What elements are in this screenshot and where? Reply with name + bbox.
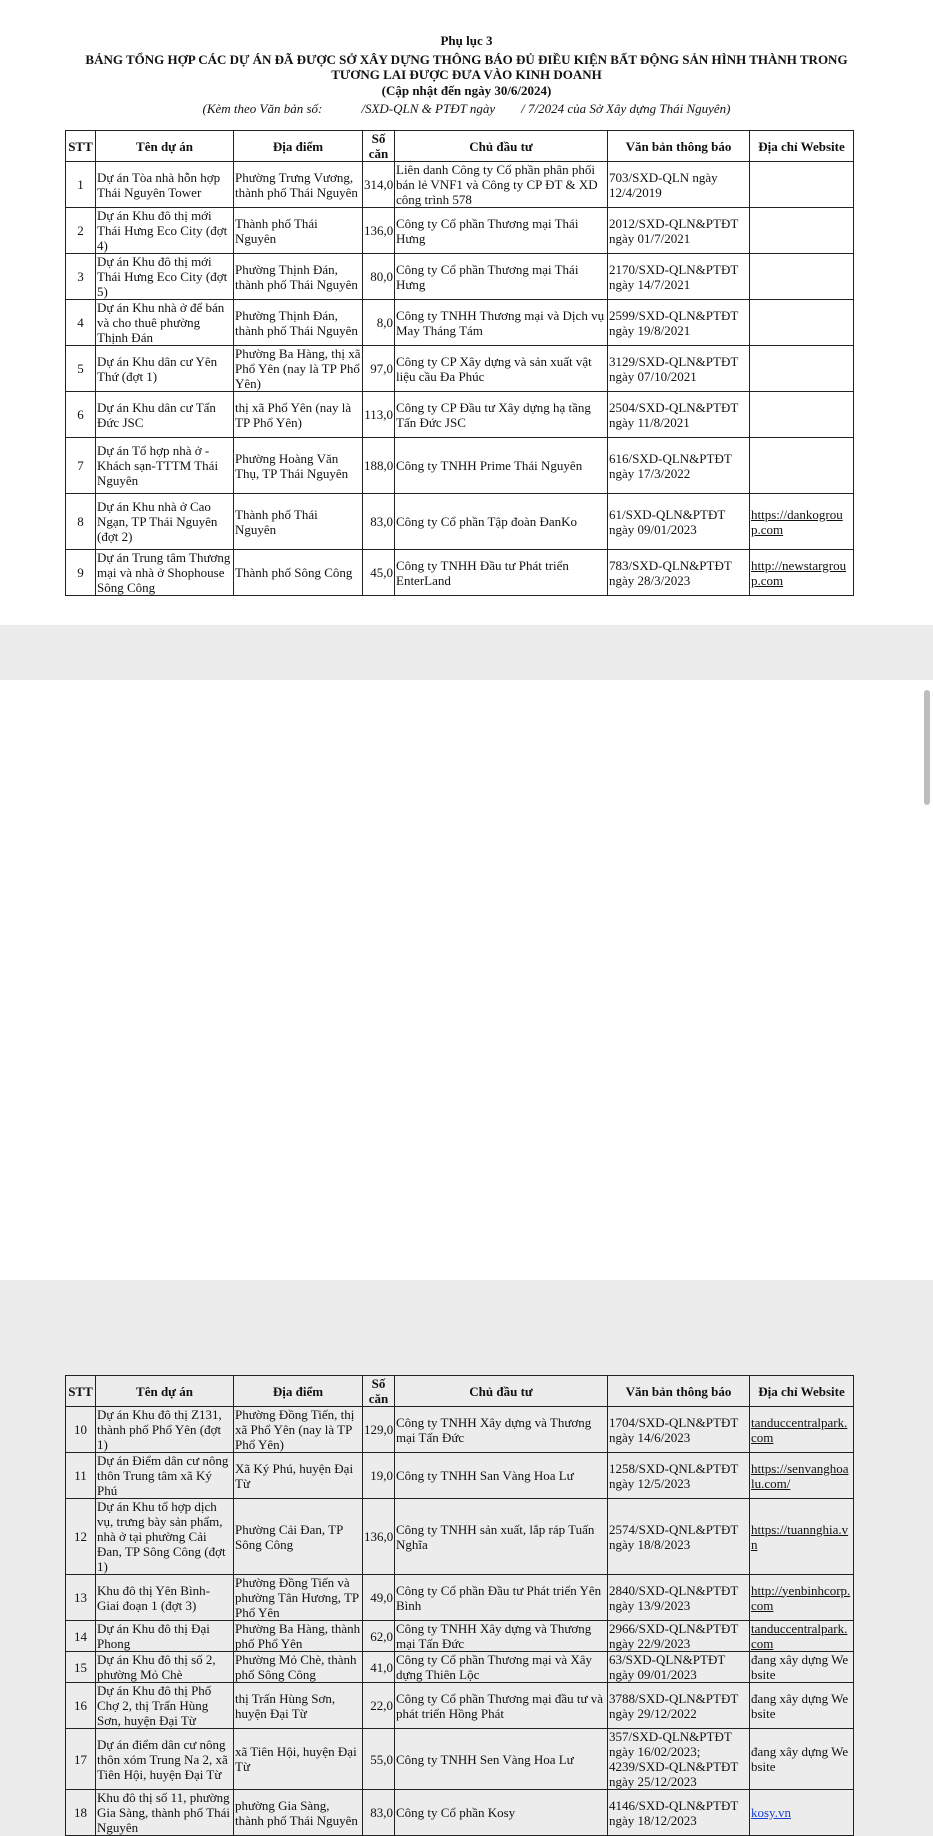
cell-name: Dự án Khu nhà ở để bán và cho thuê phường Thịnh Đán: [96, 300, 234, 346]
table-row: [66, 550, 854, 596]
cell-location: thị xã Phổ Yên (nay là TP Phổ Yên): [234, 392, 363, 438]
cell-stt: 8: [66, 494, 96, 550]
cell-website: [750, 208, 854, 254]
column-header: STT: [66, 131, 96, 162]
column-header: Tên dự án: [96, 131, 234, 162]
table-header-row: [66, 131, 854, 162]
table-row: [66, 162, 854, 208]
cell-location: Phường Đồng Tiến, thị xã Phổ Yên (nay là TP Phổ Yên): [234, 1407, 363, 1453]
cell-stt: 6: [66, 392, 96, 438]
cell-website: [750, 1407, 854, 1453]
cell-units: 97,0: [363, 346, 395, 392]
website-status: đang xây dựng Website: [751, 1652, 849, 1682]
website-link[interactable]: http://yenbinhcorp.com: [751, 1582, 851, 1613]
website-status: đang xây dựng Website: [751, 1744, 849, 1774]
column-header: Tên dự án: [96, 1376, 234, 1407]
cell-document: 2504/SXD-QLN&PTĐT ngày 11/8/2021: [608, 392, 750, 438]
cell-location: Thành phố Thái Nguyên: [234, 208, 363, 254]
cell-investor: Công ty Cổ phần Thương mại Thái Hưng: [395, 254, 608, 300]
cell-location: Phường Thịnh Đán, thành phố Thái Nguyên: [234, 300, 363, 346]
cell-name: Dự án Khu nhà ở Cao Ngạn, TP Thái Nguyên (đợt 2): [96, 494, 234, 550]
column-header: STT: [66, 1376, 96, 1407]
cell-units: 55,0: [363, 1729, 395, 1790]
table-row: [66, 1575, 854, 1621]
cell-document: 357/SXD-QLN&PTĐT ngày 16/02/2023; 4239/SXD-QLN&PTĐT ngày 25/12/2023: [608, 1729, 750, 1790]
table-header-row: [66, 1376, 854, 1407]
website-link[interactable]: http://newstargroup.com: [751, 557, 847, 588]
table-row: [66, 1453, 854, 1499]
table-row: [66, 1790, 854, 1836]
cell-name: Khu đô thị số 11, phường Gia Sàng, thành phố Thái Nguyên: [96, 1790, 234, 1836]
cell-website: [750, 1453, 854, 1499]
cell-name: Dự án Khu đô thị Z131, thành phố Phổ Yên (đợt 1): [96, 1407, 234, 1453]
projects-table-page-1: [65, 130, 854, 596]
cell-website: [750, 1575, 854, 1621]
cell-investor: Công ty CP Đầu tư Xây dựng hạ tầng Tấn Đức JSC: [395, 392, 608, 438]
table-row: [66, 1407, 854, 1453]
cell-stt: 18: [66, 1790, 96, 1836]
cell-location: xã Tiên Hội, huyện Đại Từ: [234, 1729, 363, 1790]
cell-document: 2012/SXD-QLN&PTĐT ngày 01/7/2021: [608, 208, 750, 254]
column-header: Địa điểm: [234, 1376, 363, 1407]
cell-document: 63/SXD-QLN&PTĐT ngày 09/01/2023: [608, 1652, 750, 1683]
cell-investor: Công ty TNHH sản xuất, lắp ráp Tuấn Nghĩa: [395, 1499, 608, 1575]
cell-stt: 4: [66, 300, 96, 346]
cell-units: 45,0: [363, 550, 395, 596]
cell-investor: Công ty TNHH Xây dựng và Thương mại Tấn Đức: [395, 1621, 608, 1652]
column-header: Số căn: [363, 131, 395, 162]
table-row: [66, 494, 854, 550]
cell-document: 2170/SXD-QLN&PTĐT ngày 14/7/2021: [608, 254, 750, 300]
cell-stt: 12: [66, 1499, 96, 1575]
table-row: [66, 1683, 854, 1729]
cell-location: phường Gia Sàng, thành phố Thái Nguyên: [234, 1790, 363, 1836]
cell-investor: Công ty TNHH Sen Vàng Hoa Lư: [395, 1729, 608, 1790]
column-header: Văn bản thông báo: [608, 1376, 750, 1407]
document-title: BẢNG TỔNG HỢP CÁC DỰ ÁN ĐÃ ĐƯỢC SỞ XÂY DỰNG THÔNG BÁO ĐỦ ĐIỀU KIỆN BẤT ĐỘNG SẢN HÌNH THÀNH TRONG TƯƠNG LAI ĐƯỢC ĐƯA VÀO KINH DOANH: [85, 52, 848, 82]
document-page-1: [0, 0, 933, 625]
cell-website: [750, 300, 854, 346]
cell-units: 62,0: [363, 1621, 395, 1652]
table-row: [66, 1652, 854, 1683]
table-row: [66, 254, 854, 300]
cell-website: [750, 550, 854, 596]
cell-document: 4146/SXD-QLN&PTĐT ngày 18/12/2023: [608, 1790, 750, 1836]
cell-units: 83,0: [363, 1790, 395, 1836]
update-date: (Cập nhật đến ngày 30/6/2024): [381, 83, 552, 98]
cell-units: 22,0: [363, 1683, 395, 1729]
cell-units: 136,0: [363, 208, 395, 254]
cell-website: [750, 392, 854, 438]
cell-document: 2599/SXD-QLN&PTĐT ngày 19/8/2021: [608, 300, 750, 346]
cell-investor: Công ty TNHH Xây dựng và Thương mại Tấn Đức: [395, 1407, 608, 1453]
cell-name: Dự án Trung tâm Thương mại và nhà ở Shophouse Sông Công: [96, 550, 234, 596]
cell-name: Dự án điểm dân cư nông thôn xóm Trung Na 2, xã Tiên Hội, huyện Đại Từ: [96, 1729, 234, 1790]
column-header: Địa chỉ Website: [750, 1376, 854, 1407]
table-row: [66, 1499, 854, 1575]
cell-stt: 13: [66, 1575, 96, 1621]
cell-stt: 9: [66, 550, 96, 596]
cell-units: 136,0: [363, 1499, 395, 1575]
cell-investor: Công ty TNHH Đầu tư Phát triển EnterLand: [395, 550, 608, 596]
cell-document: 61/SXD-QLN&PTĐT ngày 09/01/2023: [608, 494, 750, 550]
cell-website: [750, 1790, 854, 1836]
cell-name: Dự án Khu đô thị mới Thái Hưng Eco City (đợt 4): [96, 208, 234, 254]
cell-name: Khu đô thị Yên Bình-Giai đoạn 1 (đợt 3): [96, 1575, 234, 1621]
cell-investor: Công ty Cổ phần Thương mại đầu tư và phát triển Hồng Phát: [395, 1683, 608, 1729]
website-link[interactable]: https://senvanghoalu.com/: [751, 1460, 849, 1491]
cell-stt: 16: [66, 1683, 96, 1729]
cell-stt: 3: [66, 254, 96, 300]
cell-investor: Công ty TNHH Thương mại và Dịch vụ May Tháng Tám: [395, 300, 608, 346]
cell-name: Dự án Điểm dân cư nông thôn Trung tâm xã Ký Phú: [96, 1453, 234, 1499]
cell-investor: Liên danh Công ty Cổ phần phân phối bán lẻ VNF1 và Công ty CP ĐT & XD công trình 578: [395, 162, 608, 208]
cell-location: thị Trấn Hùng Sơn, huyện Đại Từ: [234, 1683, 363, 1729]
cell-units: 113,0: [363, 392, 395, 438]
cell-location: Phường Thịnh Đán, thành phố Thái Nguyên: [234, 254, 363, 300]
column-header: Văn bản thông báo: [608, 131, 750, 162]
cell-investor: Công ty TNHH Prime Thái Nguyên: [395, 438, 608, 494]
cell-location: Phường Cải Đan, TP Sông Công: [234, 1499, 363, 1575]
cell-location: Phường Ba Hàng, thành phố Phổ Yên: [234, 1621, 363, 1652]
website-link[interactable]: tanduccentralpark.com: [751, 1621, 848, 1651]
column-header: Số căn: [363, 1376, 395, 1407]
column-header: Địa chỉ Website: [750, 131, 854, 162]
cell-units: 83,0: [363, 494, 395, 550]
cell-units: 41,0: [363, 1652, 395, 1683]
cell-website: [750, 1499, 854, 1575]
cell-units: 129,0: [363, 1407, 395, 1453]
cell-document: 703/SXD-QLN ngày 12/4/2019: [608, 162, 750, 208]
cell-name: Dự án Khu đô thị số 2, phường Mỏ Chè: [96, 1652, 234, 1683]
cell-stt: 7: [66, 438, 96, 494]
cell-location: Thành phố Thái Nguyên: [234, 494, 363, 550]
cell-document: 783/SXD-QLN&PTĐT ngày 28/3/2023: [608, 550, 750, 596]
cell-stt: 10: [66, 1407, 96, 1453]
website-status: đang xây dựng Website: [751, 1690, 849, 1721]
cell-units: 80,0: [363, 254, 395, 300]
cell-stt: 15: [66, 1652, 96, 1683]
cell-units: 314,0: [363, 162, 395, 208]
cell-name: Dự án Khu đô thị Đại Phong: [96, 1621, 234, 1652]
cell-name: Dự án Tòa nhà hỗn hợp Thái Nguyên Tower: [96, 162, 234, 208]
cell-location: Phường Ba Hàng, thị xã Phổ Yên (nay là TP Phổ Yên): [235, 346, 361, 391]
cell-investor: Công ty Cổ phần Tập đoàn ĐanKo: [395, 494, 608, 550]
cell-document: 2840/SXD-QLN&PTĐT ngày 13/9/2023: [608, 1575, 750, 1621]
cell-units: 49,0: [363, 1575, 395, 1621]
cell-website: [750, 1683, 854, 1729]
cell-name: Dự án Khu tổ hợp dịch vụ, trưng bày sản phẩm, nhà ở tại phường Cải Đan, TP Sông Công (đợt 1): [96, 1499, 234, 1575]
cell-investor: Công ty Cổ phần Thương mại và Xây dựng Thiên Lộc: [395, 1652, 608, 1683]
cell-name: Dự án Khu đô thị Phố Chợ 2, thị Trấn Hùng Sơn, huyện Đại Từ: [96, 1683, 234, 1729]
document-page-2: [0, 680, 933, 1835]
cell-website: [750, 346, 854, 392]
cell-units: 188,0: [363, 438, 395, 494]
cell-stt: 17: [66, 1729, 96, 1790]
website-link[interactable]: kosy.vn: [751, 1805, 791, 1820]
cell-name: Dự án Khu dân cư Yên Thứ (đợt 1): [96, 346, 234, 392]
cell-document: 616/SXD-QLN&PTĐT ngày 17/3/2022: [608, 438, 750, 494]
cell-investor: Công ty Cổ phần Kosy: [395, 1790, 608, 1836]
cell-website: [750, 1652, 854, 1683]
cell-location: Phường Hoàng Văn Thụ, TP Thái Nguyên: [234, 438, 363, 494]
cell-name: Dự án Tổ hợp nhà ở - Khách sạn-TTTM Thái Nguyên: [96, 438, 234, 494]
cell-investor: Công ty Cổ phần Đầu tư Phát triển Yên Bình: [395, 1575, 608, 1621]
cell-website: [750, 162, 854, 208]
cell-name: Dự án Khu đô thị mới Thái Hưng Eco City (đợt 5): [96, 254, 234, 300]
table-row: [66, 300, 854, 346]
table-row: [66, 346, 854, 392]
cell-investor: Công ty CP Xây dựng và sản xuất vật liệu cầu Đa Phúc: [395, 346, 608, 392]
column-header: Chủ đầu tư: [395, 131, 608, 162]
cell-stt: 14: [66, 1621, 96, 1652]
cell-investor: Công ty Cổ phần Thương mại Thái Hưng: [395, 208, 608, 254]
table-row: [66, 1729, 854, 1790]
cell-stt: 5: [66, 346, 96, 392]
cell-document: 2574/SXD-QNL&PTĐT ngày 18/8/2023: [608, 1499, 750, 1575]
table-row: [66, 1621, 854, 1652]
cell-document: 1704/SXD-QLN&PTĐT ngày 14/6/2023: [608, 1407, 750, 1453]
cell-investor: Công ty TNHH San Vàng Hoa Lư: [395, 1453, 608, 1499]
column-header: Địa điểm: [234, 131, 363, 162]
column-header: Chủ đầu tư: [395, 1376, 608, 1407]
cell-document: 2966/SXD-QLN&PTĐT ngày 22/9/2023: [608, 1621, 750, 1652]
cell-website: [750, 1621, 854, 1652]
website-link[interactable]: tanduccentralpark.com: [751, 1414, 848, 1445]
projects-table-page-2: [65, 1375, 854, 1836]
cell-stt: 2: [66, 208, 96, 254]
cell-units: 19,0: [363, 1453, 395, 1499]
cell-website: [750, 254, 854, 300]
cell-stt: 1: [66, 162, 96, 208]
cell-location: Phường Đồng Tiến và phường Tân Hương, TP Phổ Yên: [234, 1575, 363, 1621]
cell-website: [750, 494, 854, 550]
scrollbar[interactable]: [924, 690, 930, 805]
attachment-note: (Kèm theo Văn bản số: /SXD-QLN & PTĐT ngày / 7/2024 của Sở Xây dựng Thái Nguyên): [202, 101, 731, 116]
table-row: [66, 438, 854, 494]
website-link[interactable]: https://tuannghia.vn: [751, 1521, 849, 1552]
cell-document: 3788/SXD-QLN&PTĐT ngày 29/12/2022: [608, 1683, 750, 1729]
table-row: [66, 392, 854, 438]
cell-location: Thành phố Sông Công: [234, 550, 363, 596]
cell-location: Phường Trưng Vương, thành phố Thái Nguyên: [234, 162, 363, 208]
appendix-label: Phụ lục 3: [440, 33, 493, 48]
cell-name: Dự án Khu dân cư Tấn Đức JSC: [96, 392, 234, 438]
cell-stt: 11: [66, 1453, 96, 1499]
cell-location: Phường Mỏ Chè, thành phố Sông Công: [234, 1652, 363, 1683]
cell-location: Xã Ký Phú, huyện Đại Từ: [234, 1453, 363, 1499]
cell-website: [750, 1729, 854, 1790]
cell-document: 1258/SXD-QNL&PTĐT ngày 12/5/2023: [608, 1453, 750, 1499]
cell-document: 3129/SXD-QLN&PTĐT ngày 07/10/2021: [608, 346, 750, 392]
table-row: [66, 208, 854, 254]
website-link[interactable]: https://dankogroup.com: [751, 506, 843, 537]
cell-units: 8,0: [363, 300, 395, 346]
cell-website: [750, 438, 854, 494]
